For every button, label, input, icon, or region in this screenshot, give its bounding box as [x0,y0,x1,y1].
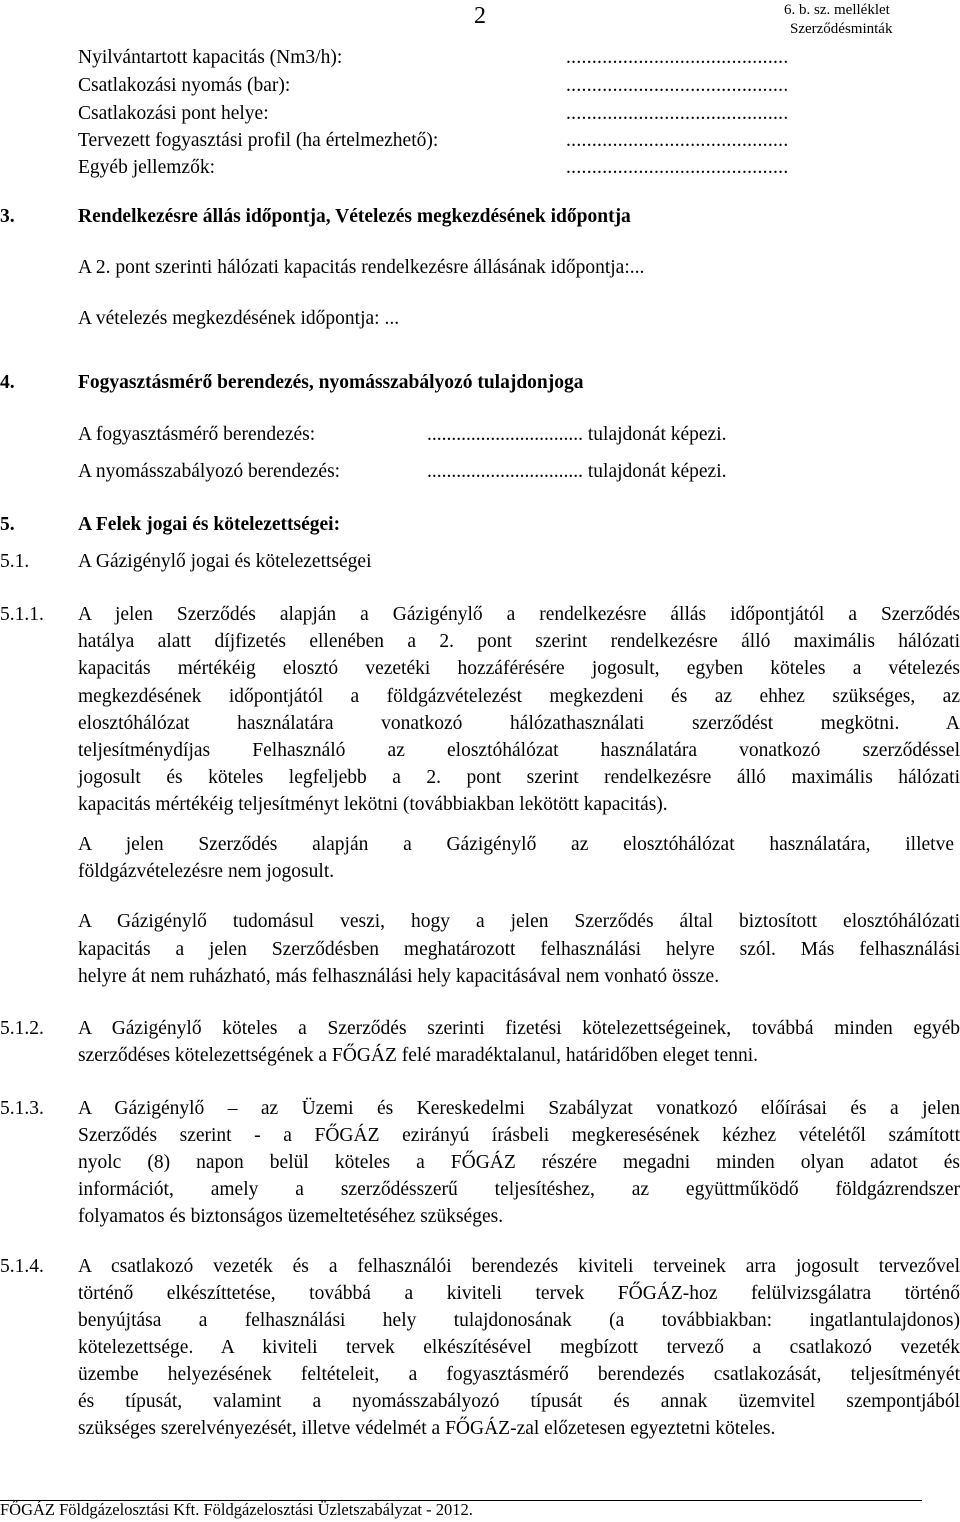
paragraph-line: kapacitás mértékéig elosztó vezetéki hozzáférésére jogosult, egyben köteles a vételezés [78,658,960,679]
paragraph-line: A Gázigénylő tudomásul veszi, hogy a jelen Szerződés által biztosított elosztóhálózati [78,911,960,932]
field-label: Tervezett fogyasztási profil (ha értelmezhető): [78,130,439,151]
section-4-number: 4. [0,372,15,393]
paragraph-line: teljesítménydíjas Felhasználó az elosztóhálózat használatára vonatkozó szerződéssel [78,740,960,761]
section-3-title: Rendelkezésre állás időpontja, Vételezés megkezdésének időpontja [78,206,631,227]
field-value: ........................................... [566,103,789,124]
field-value: ........................................... [566,157,789,178]
section-5-1-number: 5.1. [0,551,30,572]
paragraph-5-1-4-number: 5.1.4. [0,1256,44,1277]
paragraph-line: szükséges szerelvényezését, illetve védelmét a FŐGÁZ-zal előzetesen egyeztetni köteles. [78,1418,776,1439]
paragraph-line: Szerződés szerint - a FŐGÁZ ezirányú írásbeli megkeresésének kézhez vételétől számított [78,1125,960,1146]
paragraph-line: A Gázigénylő – az Üzemi és Kereskedelmi Szabályzat vonatkozó előírásai és a jelen [78,1098,960,1119]
page-number: 2 [474,3,486,29]
annex-subtitle: Szerződésminták [790,21,893,37]
paragraph-line: benyújtása a felhasználási hely tulajdonosának (a továbbiakban: ingatlantulajdonos) [78,1310,960,1331]
section-5-number: 5. [0,514,15,535]
paragraph-line: jogosult és köteles legfeljebb a 2. pont szerint rendelkezésre álló maximális hálózati [78,767,960,788]
annex-label: 6. b. sz. melléklet [784,2,890,18]
paragraph-line: A csatlakozó vezeték és a felhasználói berendezés kiviteli terveinek arra jogosult tervezővel [78,1256,960,1277]
paragraph-line: A jelen Szerződés alapján a Gázigénylő az elosztóhálózat használatára, illetve [78,834,954,855]
field-label: Csatlakozási pont helye: [78,103,269,124]
field-value: ........................................... [566,130,789,151]
paragraph-line: megkezdésének időpontjától a földgázvételezést megkezdeni és az ehhez szükséges, az [78,686,960,707]
paragraph-line: folyamatos és biztonságos üzemeltetéséhez szükséges. [78,1206,504,1227]
paragraph-line: szerződéses kötelezettségének a FŐGÁZ felé maradéktalanul, határidőben eleget tenni. [78,1045,759,1066]
paragraph-line: információt, amely a szerződésszerű teljesítéshez, az együttműködő földgázrendszer [78,1179,960,1200]
paragraph-line: kötelezettsége. A kiviteli tervek elkészítésével megbízott tervező a csatlakozó vezeték [78,1337,960,1358]
field-label: Csatlakozási nyomás (bar): [78,75,291,96]
paragraph-5-1-3-number: 5.1.3. [0,1098,44,1119]
section-5-1-title: A Gázigénylő jogai és kötelezettségei [78,551,372,572]
regulator-owner-value: ................................ tulajdonát képezi. [427,461,727,482]
field-label: Nyilvántartott kapacitás (Nm3/h): [78,47,343,68]
section-3-number: 3. [0,206,15,227]
paragraph-5-1-2-number: 5.1.2. [0,1018,44,1039]
section-5-title: A Felek jogai és kötelezettségei: [78,514,341,535]
paragraph-line: hatálya alatt díjfizetés ellenében a 2. pont szerint rendelkezésre álló maximális hálózati [78,631,960,652]
paragraph-line: földgázvételezésre nem jogosult. [78,861,335,882]
section-3-line-2: A vételezés megkezdésének időpontja: ... [78,308,400,329]
paragraph-line: A Gázigénylő köteles a Szerződés szerinti fizetési kötelezettségeinek, továbbá minden egyéb [78,1018,960,1039]
paragraph-line: nyolc (8) napon belül köteles a FŐGÁZ részére megadni minden olyan adatot és [78,1152,960,1173]
meter-owner-value: ................................ tulajdonát képezi. [427,424,727,445]
field-value: ........................................... [566,47,789,68]
section-4-title: Fogyasztásmérő berendezés, nyomásszabályozó tulajdonjoga [78,372,584,393]
paragraph-5-1-1-number: 5.1.1. [0,604,44,625]
footer-text: FŐGÁZ Földgázelosztási Kft. Földgázelosztási Üzletszabályzat - 2012. [0,1500,473,1519]
paragraph-line: és típusát, valamint a nyomásszabályozó típusát és annak üzemvitel szempontjából [78,1391,960,1412]
section-3-line-1: A 2. pont szerinti hálózati kapacitás rendelkezésre állásának időpontja:... [78,257,645,278]
paragraph-line: kapacitás mértékéig teljesítményt lekötni (továbbiakban lekötött kapacitás). [78,794,668,815]
field-value: ........................................... [566,75,789,96]
paragraph-line: elosztóhálózat használatára vonatkozó hálózathasználati szerződést megkötni. A [78,713,960,734]
paragraph-line: kapacitás a jelen Szerződésben meghatározott felhasználási helyre szól. Más felhasználási [78,939,960,960]
paragraph-line: A jelen Szerződés alapján a Gázigénylő a rendelkezésre állás időpontjától a Szerződés [78,604,960,625]
paragraph-line: történő elkészíttetése, továbbá a kiviteli tervek FŐGÁZ-hoz felülvizsgálatra történő [78,1283,960,1304]
field-label: Egyéb jellemzők: [78,157,215,178]
regulator-owner-label: A nyomásszabályozó berendezés: [78,461,341,482]
paragraph-line: helyre át nem ruházható, más felhasználási hely kapacitásával nem vonható össze. [78,966,720,987]
paragraph-line: üzembe helyezésének feltételeit, a fogyasztásmérő berendezés csatlakozását, teljesítményét [78,1364,960,1385]
meter-owner-label: A fogyasztásmérő berendezés: [78,424,316,445]
